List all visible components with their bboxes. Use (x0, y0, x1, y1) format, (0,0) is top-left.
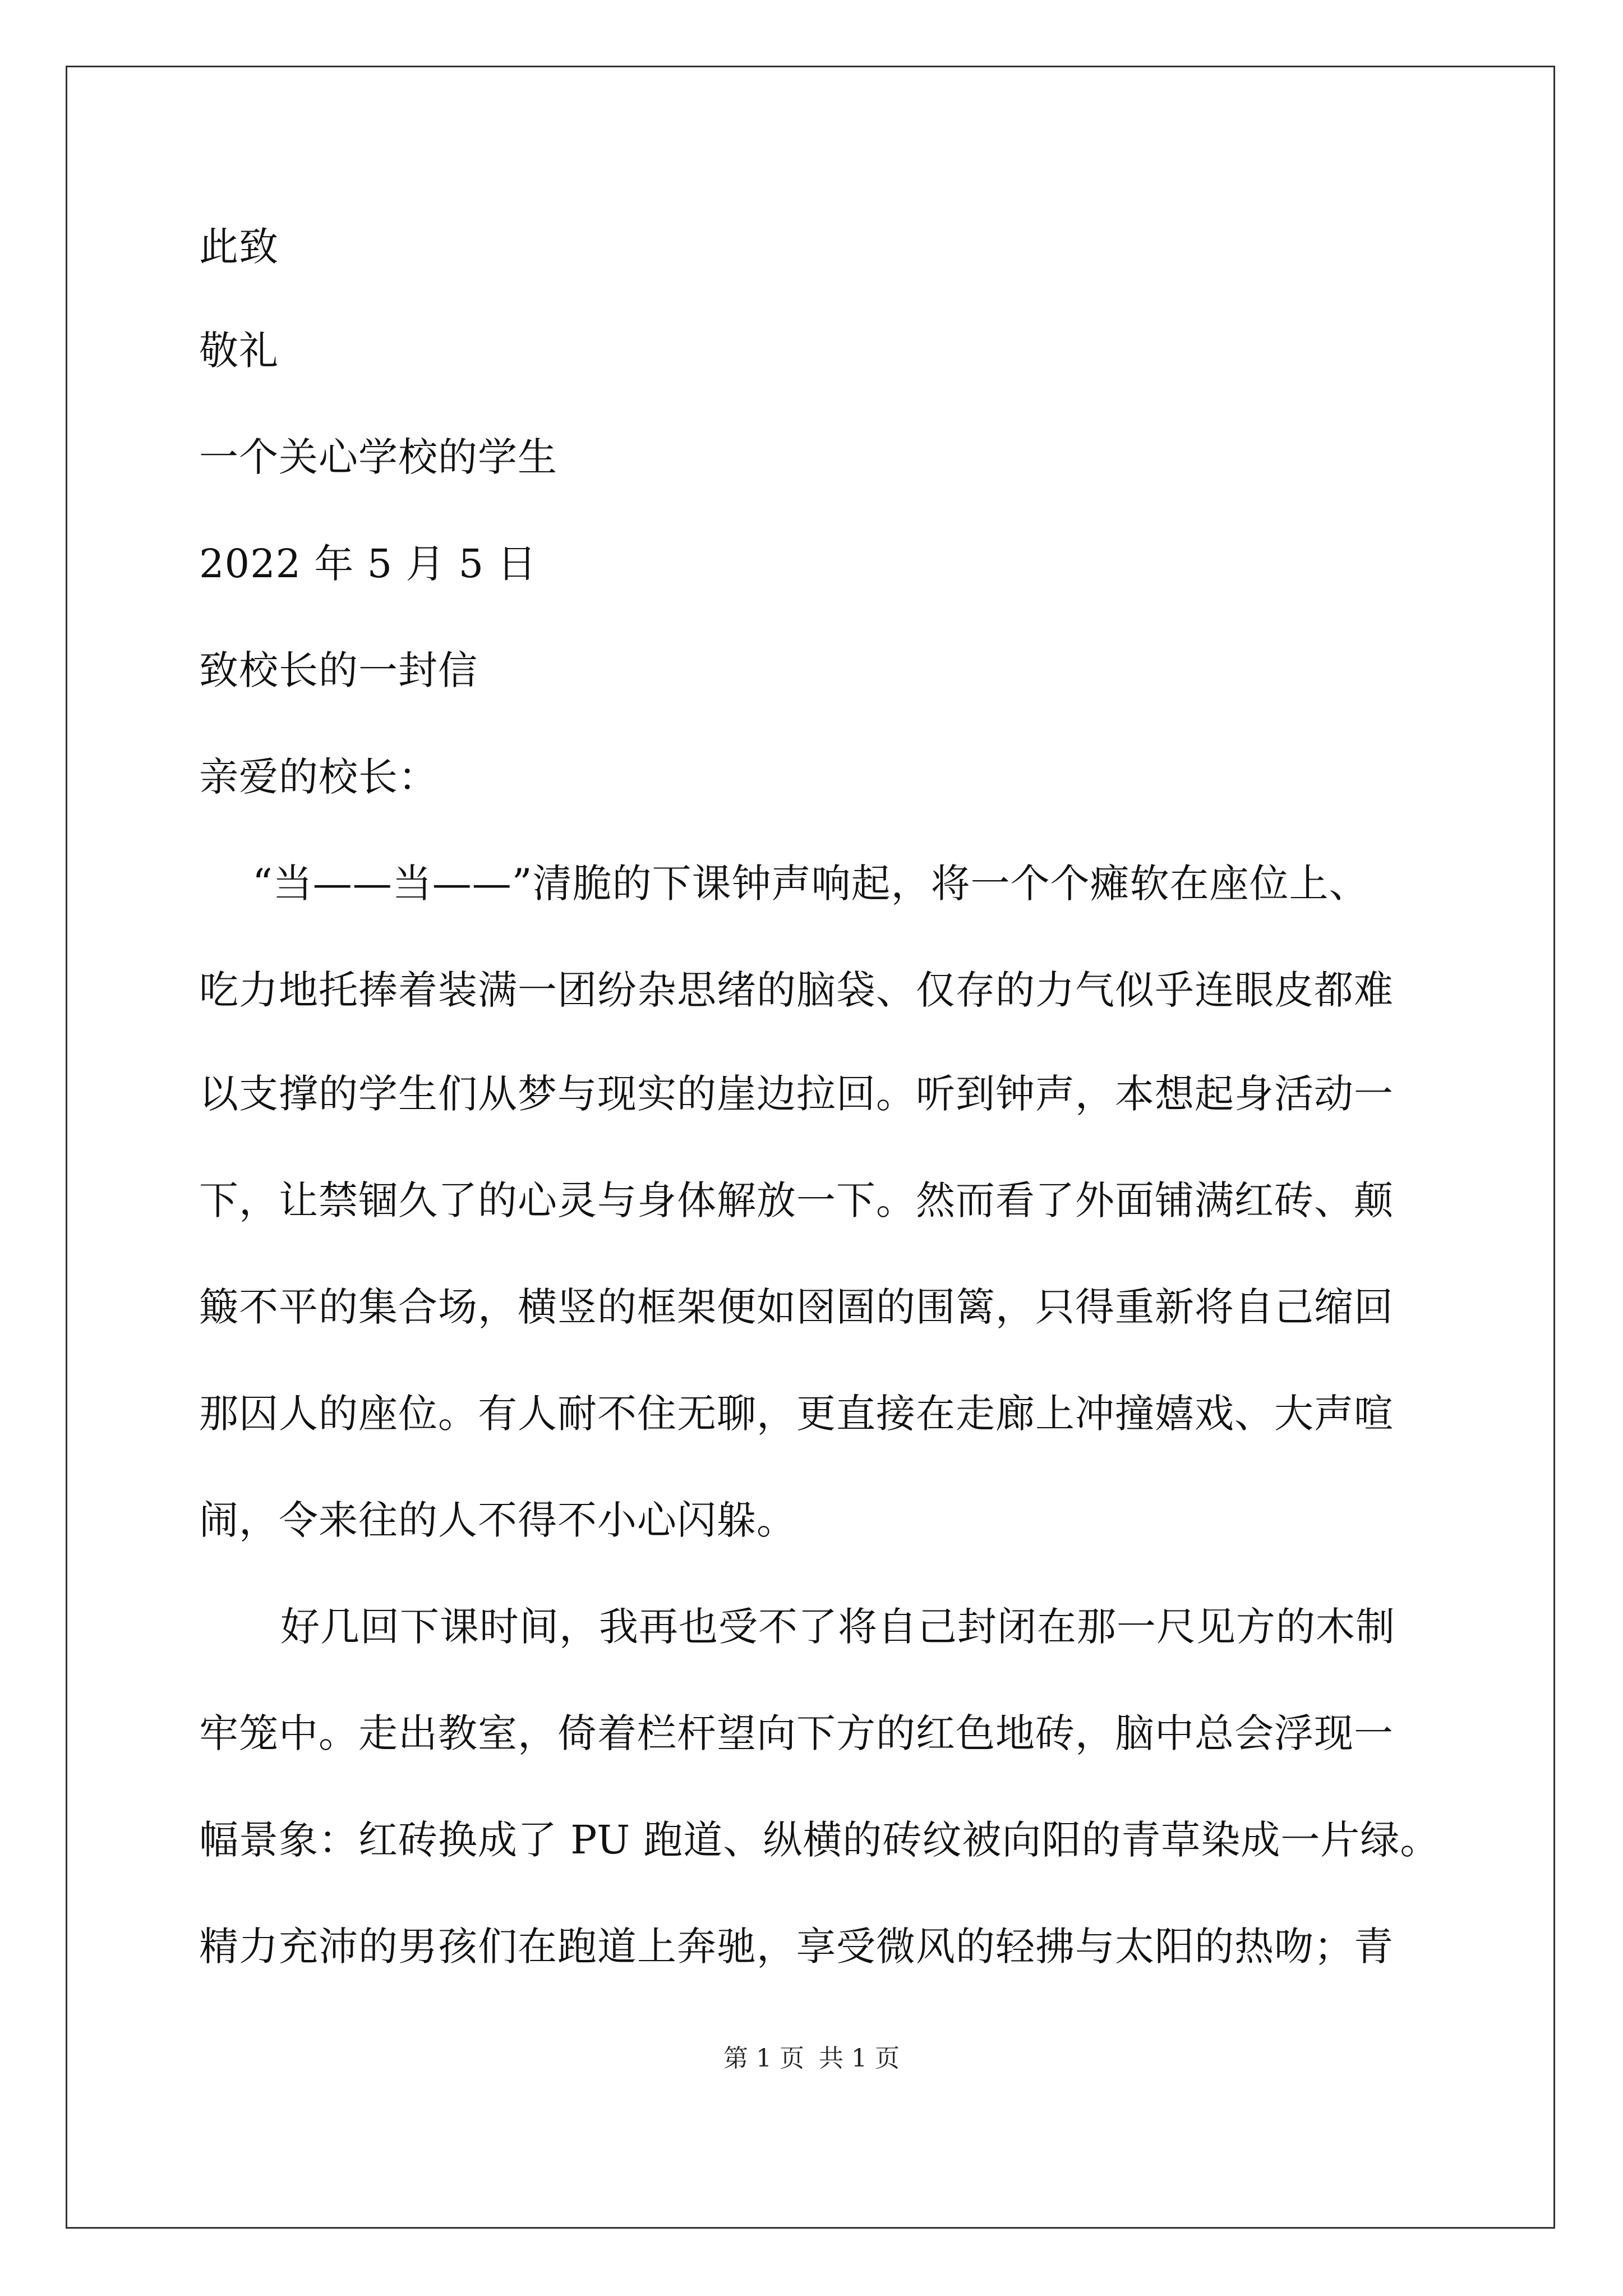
page-border (66, 66, 1555, 2229)
paragraph-2-line: 好几回下课时间，我再也受不了将自己封闭在那一尺见方的木制 (280, 1604, 1395, 1650)
signature: 一个关心学校的学生 (199, 434, 557, 480)
page-number-total: 共 1 页 (819, 2044, 900, 2073)
paragraph-2-line: 幅景象：红砖换成了 PU 跑道、纵横的砖纹被向阳的青草染成一片绿。 (199, 1817, 1440, 1863)
letter-date: 2022 年 5 月 5 日 (199, 541, 537, 587)
letter-title: 致校长的一封信 (199, 647, 478, 693)
paragraph-1-line: 吃力地托捧着装满一团纷杂思绪的脑袋、仅存的力气似乎连眼皮都难 (199, 967, 1394, 1013)
paragraph-1-line: “当——当——”清脆的下课钟声响起，将一个个瘫软在座位上、 (252, 861, 1369, 907)
closing-regards: 敬礼 (199, 328, 279, 374)
closing-salutation: 此致 (199, 224, 279, 270)
page-footer (0, 2042, 1623, 2076)
paragraph-1-line: 闹，令来往的人不得不小心闪躲。 (199, 1497, 796, 1543)
page-number-current: 第 1 页 (723, 2044, 804, 2073)
paragraph-2-line: 精力充沛的男孩们在跑道上奔驰，享受微风的轻拂与太阳的热吻；青 (199, 1924, 1394, 1970)
paragraph-1-line: 那囚人的座位。有人耐不住无聊，更直接在走廊上冲撞嬉戏、大声喧 (199, 1391, 1394, 1437)
paragraph-1-line: 下，让禁锢久了的心灵与身体解放一下。然而看了外面铺满红砖、颠 (199, 1177, 1394, 1223)
paragraph-2-line: 牢笼中。走出教室，倚着栏杆望向下方的红色地砖，脑中总会浮现一 (199, 1710, 1394, 1756)
paragraph-1-line: 簸不平的集合场，横竖的框架便如囹圄的围篱，只得重新将自己缩回 (199, 1284, 1394, 1330)
letter-greeting: 亲爱的校长： (199, 754, 438, 800)
paragraph-1-line: 以支撑的学生们从梦与现实的崖边拉回。听到钟声，本想起身活动一 (199, 1071, 1394, 1117)
